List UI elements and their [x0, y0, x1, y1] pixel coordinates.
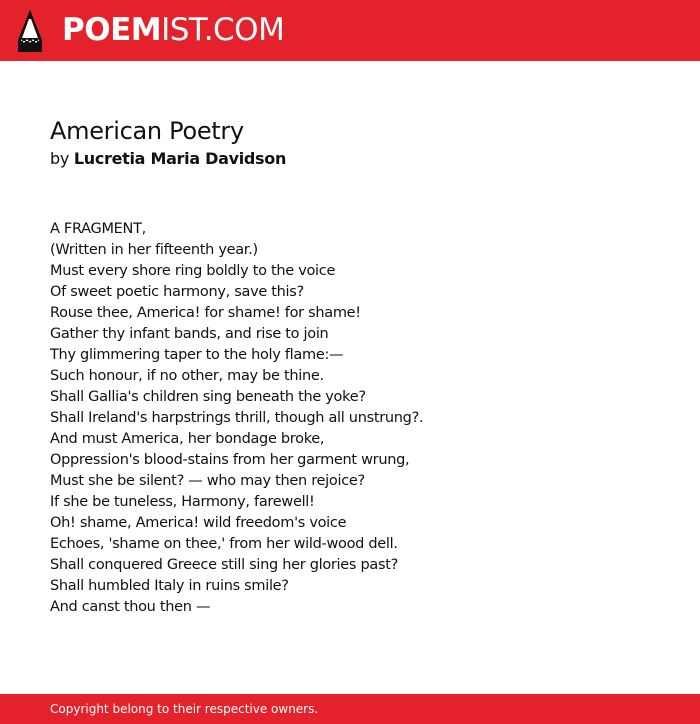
poem-line: Gather thy infant bands, and rise to join [50, 326, 329, 342]
poem-line: Thy glimmering taper to the holy flame:— [50, 347, 344, 363]
poem-line: Such honour, if no other, may be thine. [50, 368, 324, 384]
poem-line: Of sweet poetic harmony, save this? [50, 284, 304, 300]
poem-line: If she be tuneless, Harmony, farewell! [50, 494, 315, 510]
poem-line: Shall humbled Italy in ruins smile? [50, 578, 289, 594]
poem-line: Must every shore ring boldly to the voice [50, 263, 336, 279]
poem-line: Shall Ireland's harpstrings thrill, though all unstrung?. [50, 410, 424, 426]
author-name: Lucretia Maria Davidson [73, 149, 287, 168]
brand-bold: POEM [62, 12, 162, 48]
page-title: American Poetry [50, 117, 244, 145]
poem-line: Oppression's blood-stains from her garment wrung, [50, 452, 410, 468]
by-label: by [50, 149, 70, 168]
poem-line: And canst thou then — [50, 599, 211, 615]
site-footer [0, 694, 700, 724]
poem-line: And must America, her bondage broke, [50, 431, 325, 447]
poem-line: (Written in her fifteenth year.) [50, 242, 258, 258]
poem-container [50, 115, 670, 618]
poem-line: Must she be silent? — who may then rejoice? [50, 473, 365, 489]
poem-line: Echoes, 'shame on thee,' from her wild-wood dell. [50, 536, 398, 552]
poem-line: Oh! shame, America! wild freedom's voice [50, 515, 347, 531]
site-logo-text[interactable] [62, 12, 284, 48]
poem-line: Shall Gallia's children sing beneath the yoke? [50, 389, 366, 405]
poem-line: A FRAGMENT, [50, 221, 146, 237]
pencil-tip-icon[interactable] [18, 10, 42, 52]
poem-body [50, 219, 670, 618]
brand-rest: IST.COM [161, 12, 285, 48]
poem-line: Rouse thee, America! for shame! for shame! [50, 305, 361, 321]
copyright-text: Copyright belong to their respective owners. [50, 702, 319, 716]
poem-line: Shall conquered Greece still sing her glories past? [50, 557, 399, 573]
site-header [0, 0, 700, 61]
byline [50, 148, 670, 170]
